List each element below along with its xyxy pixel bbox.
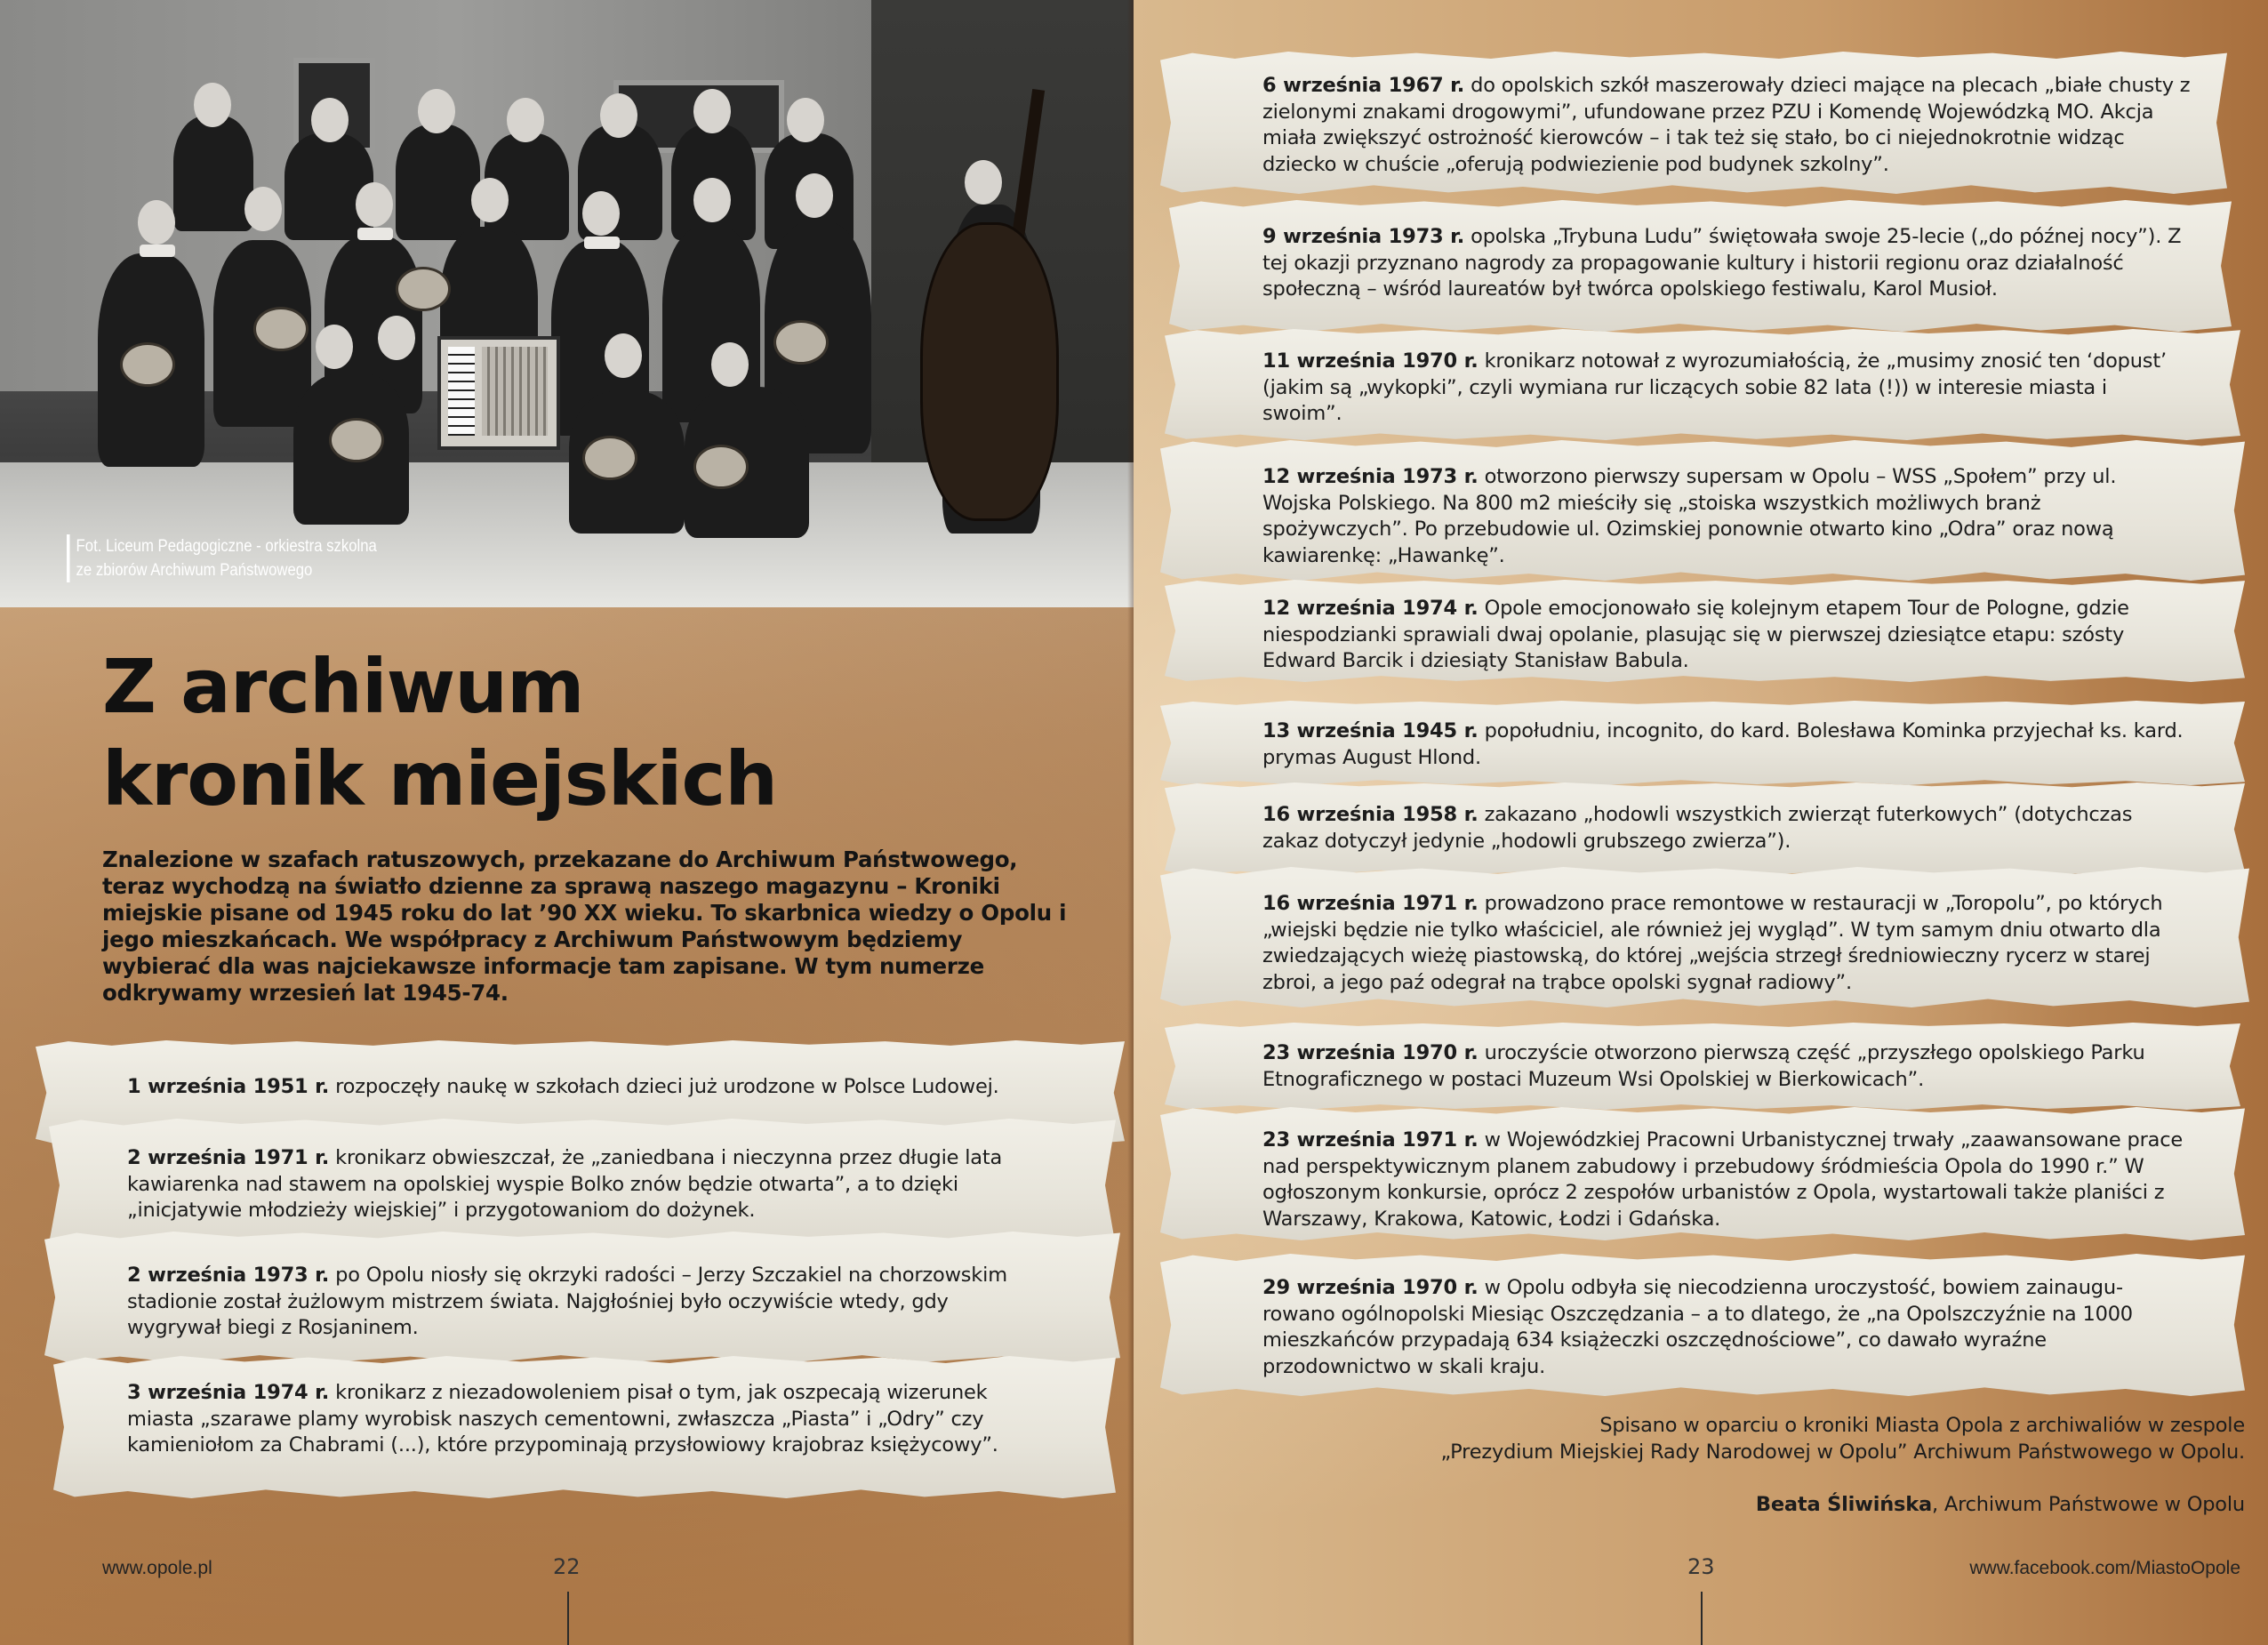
entry-text: w Opolu odbyła się niecodzienna uroczystość, bowiem zainaugu-rowano ogólnopolski Miesiąc Oszczędzania – a to dlatego, że „na Opolszczyźnie na 1000 mieszkańców przypadają 634 książeczki oszczędnościowe”, co dawało wyraźne przodownictwo w skali kraju. (1262, 1276, 2133, 1378)
chronicle-entry (1262, 596, 2192, 675)
photo-collar (584, 237, 620, 249)
chronicle-entry (1262, 891, 2192, 996)
author-credit (1187, 1491, 2245, 1518)
chronicle-entry (127, 1263, 1038, 1342)
photo-face (311, 98, 349, 142)
source-note-line: Spisano w oparciu o kroniki Miasta Opola z archiwaliów w zespole (1599, 1414, 2245, 1437)
photo-collar (357, 228, 393, 240)
entry-date: 16 września 1971 r. (1262, 892, 1479, 915)
entry-text: uroczyście otworzono pierwszą część „przyszłego opolskiego Parku Etnograficznego w postaci Muzeum Wsi Opolskiej w Bierkowicach”. (1262, 1041, 2145, 1091)
right-page (1134, 0, 2268, 1645)
page-number-rule (567, 1592, 569, 1645)
photo-face (796, 173, 833, 218)
entry-date: 1 września 1951 r. (127, 1075, 330, 1098)
entry-text: prowadzono prace remontowe w restauracji w „Toropolu”, po których „wiejski będzie nie tylko właściciel, ale również jej wygląd”. W tym samym dniu otwarto dla zwiedzających wieżę piastowską, do której „wejścia strzegł średniowieczny rycerz w starej zbroi, a jego paź odegrał na trąbce opolski sygnał radiowy”. (1262, 892, 2163, 994)
photo-face (693, 178, 731, 222)
page-title-line: kronik miejskich (102, 735, 778, 822)
photo-face (711, 342, 749, 387)
chronicle-entry (1262, 1275, 2192, 1380)
photo-face (138, 200, 175, 245)
entry-text: rozpoczęły naukę w szkołach dzieci już urodzone w Polsce Ludowej. (329, 1075, 999, 1098)
page-number: 23 (1687, 1554, 1715, 1579)
page-title-line: Z archiwum (102, 643, 584, 730)
source-note (1187, 1412, 2245, 1465)
entry-date: 2 września 1973 r. (127, 1264, 330, 1287)
chronicle-entry (1262, 73, 2192, 178)
photo-face (378, 316, 415, 360)
entry-date: 12 września 1973 r. (1262, 465, 1479, 488)
photo-face (693, 89, 731, 133)
source-note-line: „Prezydium Miejskiej Rady Narodowej w Opolu” Archiwum Państwowego w Opolu. (1440, 1440, 2245, 1464)
mandolin (773, 320, 829, 365)
entry-date: 13 września 1945 r. (1262, 719, 1479, 742)
author-affiliation: , Archiwum Państwowe w Opolu (1931, 1493, 2245, 1516)
accordion-bellows (482, 347, 548, 436)
accordion (437, 336, 560, 450)
photo-face (471, 178, 509, 222)
mandolin (693, 445, 749, 489)
double-bass (920, 222, 1059, 521)
chronicle-entry (1262, 349, 2192, 428)
chronicle-entry (127, 1145, 1038, 1224)
photo-face (600, 93, 637, 138)
entry-text: Opole emocjonowało się kolejnym etapem Tour de Pologne, gdzie niespodzianki sprawiali dwaj opolanie, plasując się w pierwszej dziesiątce etapu: szósty Edward Barcik i dziesiąty Stanisław Babula. (1262, 597, 2129, 672)
photo-face (965, 160, 1002, 205)
entry-date: 23 września 1970 r. (1262, 1041, 1479, 1064)
entry-date: 16 września 1958 r. (1262, 803, 1479, 826)
entry-text: w Wojewódzkiej Pracowni Urbanistycznej trwały „zaawansowane prace nad perspektywicznym planem zabudowy i przebudowy śródmieścia Opola do 1990 r.” W ogłoszonym konkursie, oprócz 2 zespołów urbanistów z Opola, wystartowali także planiści z Warszawy, Krakowa, Katowic, Łodzi i Gdańska. (1262, 1128, 2184, 1231)
page-number-rule (1701, 1592, 1703, 1645)
entry-date: 29 września 1970 r. (1262, 1276, 1479, 1299)
photo-figure (396, 124, 480, 240)
entry-date: 12 września 1974 r. (1262, 597, 1479, 620)
photo-caption-line: Fot. Liceum Pedagogiczne - orkiestra szkolna (76, 537, 377, 556)
mandolin (253, 307, 309, 351)
chronicle-entry (127, 1380, 1038, 1459)
entry-date: 2 września 1971 r. (127, 1146, 330, 1169)
footer-website-link[interactable]: www.opole.pl (102, 1558, 212, 1578)
photo-face (787, 98, 824, 142)
photo-caption (67, 534, 377, 582)
chronicle-entry (1262, 718, 2192, 771)
entry-date: 9 września 1973 r. (1262, 225, 1465, 248)
chronicle-entry (1262, 1127, 2192, 1232)
mandolin (396, 267, 451, 311)
mandolin (120, 342, 175, 387)
photo-face (507, 98, 544, 142)
footer-facebook-link[interactable]: www.facebook.com/MiastoOpole (1969, 1558, 2240, 1578)
entry-date: 11 września 1970 r. (1262, 349, 1479, 373)
entry-text: otworzono pierwszy supersam w Opolu – WSS „Społem” przy ul. Wojska Polskiego. Na 800 m2 mieściły się „stoiska wszystkich możliwych branż spożywczych”. Po przebudowie ul. Ozimskiej ponownie otwarto kino „Odra” oraz nową kawiarenkę: „Hawankę”. (1262, 465, 2117, 567)
photo-face (356, 182, 393, 227)
photo-collar (140, 245, 175, 257)
entry-text: po Opolu niosły się okrzyki radości – Jerzy Szczakiel na chorzowskim stadionie został żużlowym mistrzem świata. Najgłośniej było oczywiście wtedy, gdy wygrywał biegi z Rosjaninem. (127, 1264, 1007, 1339)
mandolin (582, 436, 637, 480)
photo-face (316, 325, 353, 369)
entry-text: kronikarz obwieszczał, że „zaniedbana i nieczynna przez długie lata kawiarenka nad stawem na opolskiej wyspie Bolko znów będzie otwarta”, a to dzięki „inicjatywie młodzieży wiejskiej” i przygotowaniom do dożynek. (127, 1146, 1003, 1222)
chronicle-entry (1262, 802, 2192, 855)
chronicle-entry (1262, 1040, 2192, 1093)
page-number: 22 (553, 1554, 581, 1579)
photo-face (418, 89, 455, 133)
chronicle-entry (127, 1074, 1038, 1101)
entry-date: 23 września 1971 r. (1262, 1128, 1479, 1152)
chronicle-entry (1262, 464, 2192, 569)
photo-face (194, 83, 231, 127)
page-title (102, 640, 777, 825)
entry-text: kronikarz notował z wyrozumiałością, że „musimy znosić ten ‘dopust’ (jakim są „wykopki”, czyli wymiana rur liczących sobie 82 lata (!)) w interesie miasta i swoim”. (1262, 349, 2167, 425)
mandolin (329, 418, 384, 462)
entry-date: 3 września 1974 r. (127, 1381, 330, 1404)
photo-figure (173, 116, 253, 231)
entry-date: 6 września 1967 r. (1262, 74, 1465, 97)
archival-photo-orchestra (0, 0, 1134, 607)
entry-text: opolska „Trybuna Ludu” świętowała swoje 25-lecie („do późnej nocy”). Z tej okazji przyznano nagrody za propagowanie kultury i historii regionu oraz działalność społeczną – wśród laureatów był twórca opolskiego festiwalu, Karol Musioł. (1262, 225, 2182, 301)
entry-text: popołudniu, incognito, do kard. Bolesława Kominka przyjechał ks. kard. prymas August Hlond. (1262, 719, 2184, 769)
entry-text: do opolskich szkół maszerowały dzieci mające na plecach „białe chusty z zielonymi znakami drogowymi”, ufundowane przez PZU i Komendę Wojewódzką MO. Akcja miała zwiększyć ostrożność kierowców – i tak też się stało, bo ci niejednokrotnie widząc dziecko w chuście „oferują podwiezienie pod budynek szkolny”. (1262, 74, 2191, 176)
accordion-keys (448, 347, 475, 436)
photo-figure (285, 133, 373, 240)
photo-caption-line: ze zbiorów Archiwum Państwowego (76, 561, 313, 580)
chronicle-entry (1262, 224, 2192, 303)
author-name: Beata Śliwińska (1755, 1493, 1932, 1516)
entry-text: kronikarz z niezadowoleniem pisał o tym, jak oszpecają wizerunek miasta „szarawe plamy wyrobisk naszych cementowni, zwłaszcza „Piasta” i „Odry” czy kamieniołom za Chabrami (...), które przypominają przysłowiowy krajobraz księżycowy”. (127, 1381, 998, 1456)
photo-face (605, 333, 642, 378)
photo-face (244, 187, 282, 231)
intro-lead: Znalezione w szafach ratuszowych, przekazane do Archiwum Państwowego, teraz wychodzą na światło dzienne za sprawą naszego magazynu – Kroniki miejskie pisane od 1945 roku do lat ’90 XX wieku. To skarbnica wiedzy o Opolu i jego mieszkańcach. We współpracy z Archiwum Państwowym będziemy wybierać dla was najciekawsze informacje tam zapisane. W tym numerze odkrywamy wrzesień lat 1945-74. (102, 847, 1067, 1006)
entry-text: zakazano „hodowli wszystkich zwierząt futerkowych” (dotychczas zakaz dotyczył jedynie „hodowli grubszego zwierza”). (1262, 803, 2133, 853)
photo-face (582, 191, 620, 236)
